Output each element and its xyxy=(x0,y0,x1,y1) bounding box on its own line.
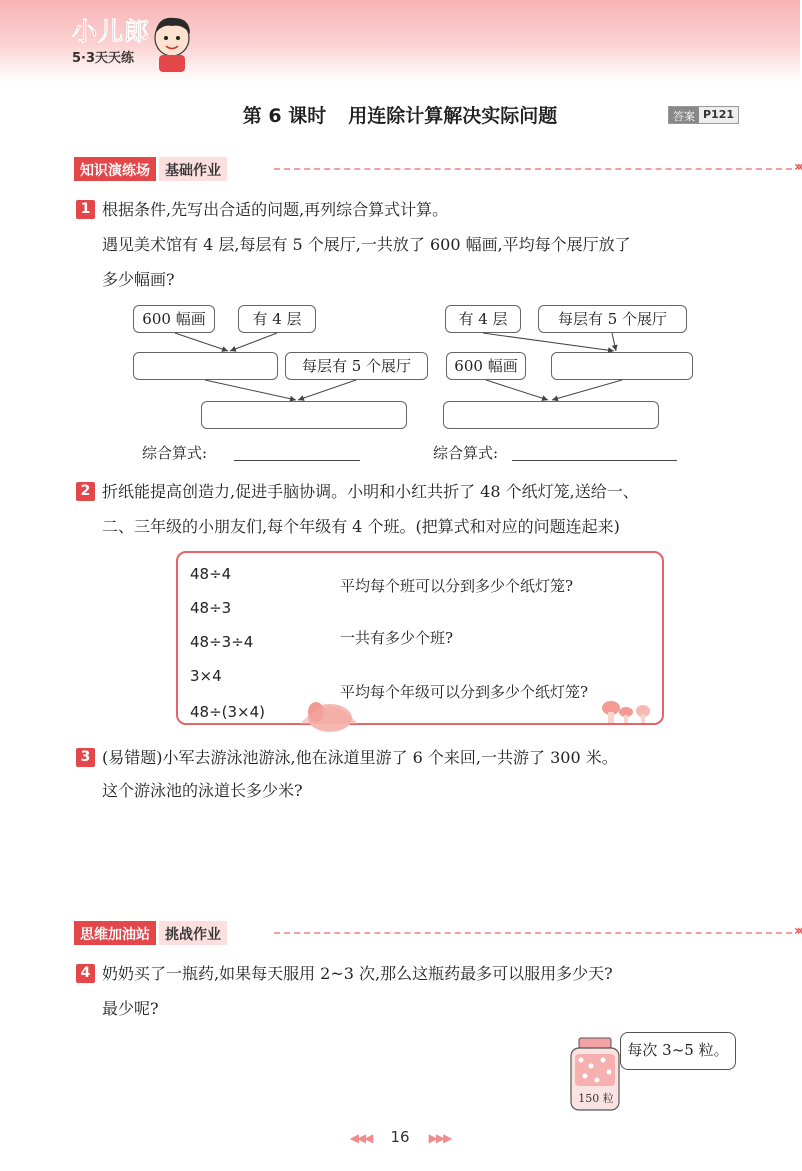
condition-box: 每层有 5 个展厅 xyxy=(538,305,687,333)
mascot-boy-icon xyxy=(150,12,194,74)
answer-box[interactable] xyxy=(443,401,659,429)
expression-item[interactable]: 3×4 xyxy=(190,667,222,685)
logo-sub-text: 5·3天天练 xyxy=(72,51,135,66)
question-text: 这个游泳池的泳道长多少米? xyxy=(102,781,303,800)
expression-item[interactable]: 48÷3÷4 xyxy=(190,633,254,651)
chevron-right-icon: ››› xyxy=(794,159,802,175)
logo-main-text: 小儿郎 xyxy=(72,17,151,46)
section-divider xyxy=(274,932,792,934)
question-text: 奶奶买了一瓶药,如果每天服用 2~3 次,那么这瓶药最多可以服用多少天? xyxy=(102,964,613,983)
question-text: (易错题)小军去游泳池游泳,他在泳道里游了 6 个来回,一共游了 300 米。 xyxy=(102,748,618,767)
condition-box: 有 4 层 xyxy=(238,305,316,333)
answer-box[interactable] xyxy=(551,352,693,380)
section-label-a: 思维加油站 xyxy=(74,921,156,945)
question-number: 1 xyxy=(76,200,95,219)
question-number: 4 xyxy=(76,964,95,983)
question-text: 根据条件,先写出合适的问题,再列综合算式计算。 xyxy=(102,200,449,219)
lesson-number: 第 6 课时 xyxy=(242,105,327,127)
chevron-right-icon: ››› xyxy=(794,923,802,939)
question-option[interactable]: 平均每个年级可以分到多少个纸灯笼? xyxy=(340,683,589,701)
expression-item[interactable]: 48÷4 xyxy=(190,565,232,583)
section-label-b: 挑战作业 xyxy=(159,921,227,945)
answer-page: P121 xyxy=(699,107,738,123)
formula-answer-line[interactable] xyxy=(512,460,677,461)
bottle-label: 150 粒 xyxy=(578,1092,614,1105)
condition-box: 600 幅画 xyxy=(446,352,526,380)
answer-page-ref xyxy=(668,106,739,124)
section-header-basic xyxy=(74,157,802,181)
expression-item[interactable]: 48÷(3×4) xyxy=(190,703,266,721)
question-text: 折纸能提高创造力,促进手脑协调。小明和小红共折了 48 个纸灯笼,送给一、 xyxy=(102,482,639,501)
condition-box: 有 4 层 xyxy=(445,305,521,333)
brand-logo xyxy=(72,18,150,66)
question-text: 最少呢? xyxy=(102,999,159,1018)
section-divider xyxy=(274,168,792,170)
speech-bubble: 每次 3~5 粒。 xyxy=(620,1032,736,1070)
answer-box[interactable] xyxy=(133,352,278,380)
page-prev-arrows-icon: ◀◀◀ xyxy=(349,1131,372,1145)
formula-label: 综合算式: xyxy=(433,444,499,462)
question-text: 多少幅画? xyxy=(102,270,175,289)
question-text: 二、三年级的小朋友们,每个年级有 4 个班。(把算式和对应的问题连起来) xyxy=(102,517,620,536)
question-option[interactable]: 一共有多少个班? xyxy=(340,629,454,647)
question-number: 2 xyxy=(76,482,95,501)
question-text: 遇见美术馆有 4 层,每层有 5 个展厅,一共放了 600 幅画,平均每个展厅放了 xyxy=(102,235,631,254)
page-footer xyxy=(0,1128,800,1146)
formula-label: 综合算式: xyxy=(142,444,208,462)
page-next-arrows-icon: ▶▶▶ xyxy=(428,1131,451,1145)
expression-item[interactable]: 48÷3 xyxy=(190,599,232,617)
formula-answer-line[interactable] xyxy=(234,460,360,461)
section-label-b: 基础作业 xyxy=(159,157,227,181)
question-number: 3 xyxy=(76,748,95,767)
question-option[interactable]: 平均每个班可以分到多少个纸灯笼? xyxy=(340,577,574,595)
section-label-a: 知识演练场 xyxy=(74,157,156,181)
answer-tag: 答案 xyxy=(669,107,699,123)
section-header-challenge xyxy=(74,921,802,945)
answer-box[interactable] xyxy=(201,401,407,429)
lesson-title-text: 用连除计算解决实际问题 xyxy=(348,105,558,127)
condition-box: 每层有 5 个展厅 xyxy=(285,352,428,380)
page-number: 16 xyxy=(390,1128,410,1146)
condition-box: 600 幅画 xyxy=(133,305,215,333)
